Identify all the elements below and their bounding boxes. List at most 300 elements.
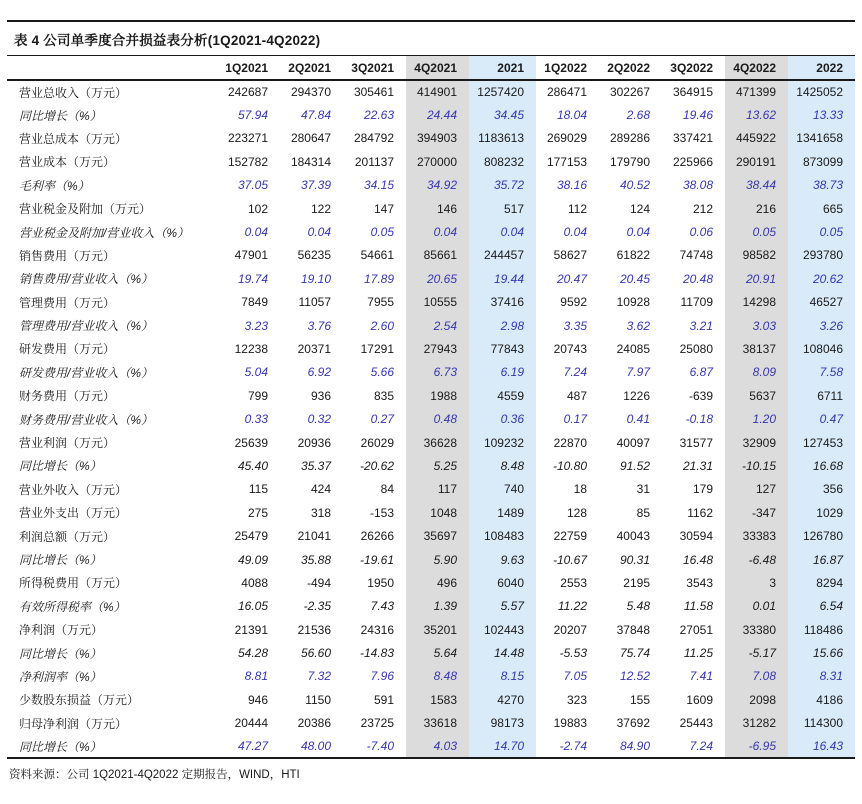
- column-header-2Q2022: 2Q2022: [599, 56, 662, 80]
- table-cell: 11057: [298, 295, 331, 310]
- table-row: [7, 361, 855, 384]
- table-cell: 8.31: [788, 665, 855, 688]
- table-cell: 18: [573, 482, 587, 497]
- table-cell: 1341658: [788, 127, 855, 150]
- table-cell: 323: [566, 692, 587, 707]
- table-cell: 1489: [469, 501, 536, 524]
- table-cell: 244457: [469, 244, 536, 267]
- table-cell: 25080: [679, 341, 713, 356]
- table-cell: 21041: [297, 529, 331, 544]
- row-label: 营业利润（万元）: [19, 436, 116, 451]
- table-cell: 223271: [227, 131, 268, 146]
- table-cell: 177153: [546, 154, 587, 169]
- table-row: [7, 454, 855, 477]
- table-cell: 225966: [672, 154, 713, 169]
- row-label: 少数股东损益（万元）: [19, 693, 140, 708]
- table-cell: 31577: [679, 435, 713, 450]
- table-cell: 31: [636, 482, 650, 497]
- table-cell: 946: [247, 692, 268, 707]
- table-cell: 20.45: [619, 271, 650, 286]
- table-cell: 0.04: [244, 225, 268, 240]
- table-cell: 0.27: [370, 412, 394, 427]
- table-cell: 2.68: [626, 108, 650, 123]
- table-row: [7, 197, 855, 220]
- table-cell: 1048: [406, 501, 469, 524]
- table-row: [7, 80, 855, 103]
- table-cell: 155: [629, 692, 650, 707]
- table-cell: 46527: [788, 291, 855, 314]
- column-header-2022: 2022: [788, 56, 855, 80]
- table-cell: 34.15: [363, 178, 394, 193]
- row-label: 营业税金及附加/营业收入（%）: [19, 225, 190, 240]
- table-cell: 19.74: [237, 271, 268, 286]
- table-cell: 6.19: [469, 361, 536, 384]
- table-cell: 0.05: [725, 220, 788, 243]
- table-cell: 37848: [616, 622, 650, 637]
- table-cell: 17.89: [363, 271, 394, 286]
- table-cell: 20.48: [682, 271, 713, 286]
- table-cell: 8.15: [469, 665, 536, 688]
- table-row: [7, 244, 855, 267]
- row-label: 财务费用（万元）: [19, 389, 116, 404]
- table-cell: 2.60: [370, 318, 394, 333]
- table-cell: 37.05: [237, 178, 268, 193]
- table-cell: 2.54: [406, 314, 469, 337]
- table-cell: 7.58: [788, 361, 855, 384]
- table-cell: 127453: [788, 431, 855, 454]
- table-cell: 740: [469, 478, 536, 501]
- table-cell: -2.74: [536, 735, 599, 758]
- table-row: [7, 150, 855, 173]
- table-cell: -6.48: [725, 548, 788, 571]
- table-row: [7, 267, 855, 290]
- table-cell: 1257420: [469, 80, 536, 103]
- table-cell: 38.08: [682, 178, 713, 193]
- table-cell: 496: [406, 571, 469, 594]
- table-cell: 0.06: [689, 225, 713, 240]
- table-cell: -5.17: [725, 641, 788, 664]
- report-table-section: [7, 20, 855, 782]
- income-statement-table: [7, 56, 855, 759]
- table-cell: 16.87: [788, 548, 855, 571]
- table-cell: 7.43: [370, 599, 394, 614]
- table-row: [7, 220, 855, 243]
- table-cell: 21536: [297, 622, 331, 637]
- table-cell: 13.33: [788, 103, 855, 126]
- table-cell: 665: [788, 197, 855, 220]
- table-cell: 20.91: [725, 267, 788, 290]
- row-label: 销售费用/营业收入（%）: [19, 272, 154, 287]
- table-cell: 1029: [788, 501, 855, 524]
- table-cell: 74748: [679, 248, 713, 263]
- table-cell: 26029: [360, 435, 394, 450]
- table-row: [7, 595, 855, 618]
- table-cell: 179: [692, 482, 713, 497]
- row-label: 同比增长（%）: [19, 553, 102, 567]
- table-cell: 152782: [227, 154, 268, 169]
- table-cell: 1.39: [406, 595, 469, 618]
- row-label: 净利润率（%）: [19, 669, 102, 684]
- table-cell: 3.03: [725, 314, 788, 337]
- table-cell: 242687: [227, 85, 268, 100]
- table-cell: 9592: [560, 295, 587, 310]
- table-cell: 33380: [725, 618, 788, 641]
- table-cell: 0.04: [307, 225, 331, 240]
- table-cell: 126780: [788, 524, 855, 547]
- table-cell: 10928: [616, 295, 650, 310]
- table-cell: 7955: [367, 295, 394, 310]
- table-cell: 799: [247, 388, 268, 403]
- row-label: 毛利率（%）: [19, 178, 90, 193]
- table-cell: 102443: [469, 618, 536, 641]
- table-cell: 6.54: [788, 595, 855, 618]
- row-label: 研发费用（万元）: [19, 342, 116, 357]
- table-cell: 269029: [546, 131, 587, 146]
- table-cell: 75.74: [619, 646, 650, 661]
- table-cell: 0.05: [788, 220, 855, 243]
- table-cell: 6040: [469, 571, 536, 594]
- table-cell: 98582: [725, 244, 788, 267]
- table-cell: -347: [725, 501, 788, 524]
- table-cell: 58627: [553, 248, 587, 263]
- table-cell: 1.20: [725, 407, 788, 430]
- table-cell: 6.87: [689, 365, 713, 380]
- table-cell: 24.44: [406, 103, 469, 126]
- table-cell: 85: [636, 505, 650, 520]
- table-cell: 31282: [725, 712, 788, 735]
- table-cell: 294370: [290, 85, 331, 100]
- table-cell: 54.28: [237, 646, 268, 661]
- table-cell: 216: [725, 197, 788, 220]
- table-cell: 47.84: [300, 108, 331, 123]
- table-cell: 14298: [725, 291, 788, 314]
- table-cell: 20.62: [788, 267, 855, 290]
- table-cell: 117: [406, 478, 469, 501]
- table-cell: 5.04: [244, 365, 268, 380]
- table-cell: 184314: [290, 154, 331, 169]
- table-cell: 20386: [297, 716, 331, 731]
- table-cell: -0.18: [685, 412, 713, 427]
- table-cell: 19.10: [300, 271, 331, 286]
- table-cell: 27943: [406, 337, 469, 360]
- table-cell: 25479: [234, 529, 268, 544]
- table-cell: 118486: [788, 618, 855, 641]
- table-cell: 0.04: [626, 225, 650, 240]
- table-cell: 1609: [686, 692, 713, 707]
- row-label: 同比增长（%）: [19, 108, 102, 123]
- table-cell: 5.57: [469, 595, 536, 618]
- table-cell: 305461: [353, 85, 394, 100]
- table-cell: 147: [373, 201, 394, 216]
- corner-cell: [7, 56, 217, 80]
- table-cell: 35201: [406, 618, 469, 641]
- row-label: 研发费用/营业收入（%）: [19, 365, 154, 380]
- table-cell: 115: [248, 482, 268, 497]
- table-cell: 8.48: [469, 454, 536, 477]
- table-cell: 38.73: [788, 174, 855, 197]
- table-cell: 2553: [560, 575, 587, 590]
- table-cell: 109232: [469, 431, 536, 454]
- table-cell: 0.17: [563, 412, 587, 427]
- table-cell: 8.09: [725, 361, 788, 384]
- table-cell: 19.44: [469, 267, 536, 290]
- table-row: [7, 712, 855, 735]
- table-cell: 25639: [234, 435, 268, 450]
- table-cell: 47901: [234, 248, 268, 263]
- table-row: [7, 384, 855, 407]
- table-cell: 356: [788, 478, 855, 501]
- table-cell: 4088: [241, 575, 268, 590]
- table-cell: 5.90: [406, 548, 469, 571]
- table-cell: 591: [373, 692, 394, 707]
- table-cell: 24085: [616, 341, 650, 356]
- table-cell: -5.53: [559, 646, 587, 661]
- table-cell: 14.48: [469, 641, 536, 664]
- table-cell: 284792: [353, 131, 394, 146]
- table-cell: 3.21: [689, 318, 713, 333]
- table-cell: 201137: [354, 154, 394, 169]
- table-cell: 0.36: [469, 407, 536, 430]
- table-cell: 32909: [725, 431, 788, 454]
- row-label: 有效所得税率（%）: [19, 599, 126, 614]
- table-cell: 7.24: [563, 365, 587, 380]
- table-cell: 20207: [553, 622, 587, 637]
- table-cell: 90.31: [619, 552, 650, 567]
- table-cell: 33383: [725, 524, 788, 547]
- table-cell: -10.15: [725, 454, 788, 477]
- column-header-1Q2021: 1Q2021: [217, 56, 280, 80]
- row-label: 营业外支出（万元）: [19, 506, 128, 521]
- table-cell: 20743: [553, 341, 587, 356]
- table-row: [7, 314, 855, 337]
- table-cell: 8294: [788, 571, 855, 594]
- table-cell: 0.32: [307, 412, 331, 427]
- table-cell: 270000: [406, 150, 469, 173]
- table-cell: 364915: [672, 85, 713, 100]
- table-cell: 19883: [553, 716, 587, 731]
- table-row: [7, 478, 855, 501]
- table-cell: 102: [247, 201, 268, 216]
- table-cell: 337421: [672, 131, 713, 146]
- table-cell: 7.96: [370, 669, 394, 684]
- table-cell: 84.90: [599, 735, 662, 758]
- table-cell: 61822: [616, 248, 650, 263]
- table-cell: 7.08: [725, 665, 788, 688]
- table-cell: 15.66: [788, 641, 855, 664]
- table-cell: 3.76: [307, 318, 331, 333]
- table-cell: 21391: [234, 622, 268, 637]
- table-row: [7, 548, 855, 571]
- table-cell: 48.00: [280, 735, 343, 758]
- table-cell: 424: [310, 482, 331, 497]
- table-cell: 0.04: [406, 220, 469, 243]
- table-cell: 14.70: [469, 735, 536, 758]
- table-cell: 40043: [616, 529, 650, 544]
- table-cell: 11.58: [683, 599, 713, 614]
- row-label: 营业总成本（万元）: [19, 131, 128, 146]
- table-cell: 3: [725, 571, 788, 594]
- table-cell: 108046: [788, 337, 855, 360]
- table-cell: 11.22: [557, 599, 587, 614]
- row-label: 营业总收入（万元）: [19, 85, 128, 100]
- table-cell: 179790: [609, 154, 650, 169]
- table-cell: 17291: [360, 341, 394, 356]
- table-cell: 2.98: [469, 314, 536, 337]
- table-cell: 16.48: [682, 552, 713, 567]
- table-cell: 21.31: [682, 458, 713, 473]
- row-label: 管理费用/营业收入（%）: [19, 319, 154, 334]
- table-cell: 7.32: [307, 669, 331, 684]
- table-row: [7, 407, 855, 430]
- table-cell: 37.39: [300, 178, 331, 193]
- table-row: [7, 501, 855, 524]
- table-title: 表 4 公司单季度合并损益表分析(1Q2021-4Q2022): [7, 20, 855, 56]
- table-cell: 56.60: [300, 646, 331, 661]
- table-cell: 1583: [406, 688, 469, 711]
- table-cell: 20444: [234, 716, 268, 731]
- table-cell: 12.52: [619, 669, 650, 684]
- table-cell: 38.16: [556, 178, 587, 193]
- table-cell: 8.48: [406, 665, 469, 688]
- table-cell: 112: [567, 201, 587, 216]
- row-label: 净利润（万元）: [19, 623, 104, 638]
- table-cell: 35.37: [300, 458, 331, 473]
- table-cell: 49.09: [237, 552, 268, 567]
- row-label: 销售费用（万元）: [19, 248, 116, 263]
- table-cell: 1950: [367, 575, 394, 590]
- table-cell: 128: [566, 505, 587, 520]
- table-row: [7, 337, 855, 360]
- table-cell: 33618: [406, 712, 469, 735]
- table-cell: 47.27: [217, 735, 280, 758]
- table-cell: 808232: [469, 150, 536, 173]
- table-row: [7, 524, 855, 547]
- table-cell: 146: [406, 197, 469, 220]
- table-cell: 108483: [469, 524, 536, 547]
- table-cell: 5.66: [370, 365, 394, 380]
- table-cell: 19.46: [682, 108, 713, 123]
- table-cell: 30594: [679, 529, 713, 544]
- table-cell: 471399: [725, 80, 788, 103]
- table-cell: 7.97: [626, 365, 650, 380]
- column-header-4Q2022: 4Q2022: [725, 56, 788, 80]
- table-cell: 4186: [788, 688, 855, 711]
- table-cell: 873099: [788, 150, 855, 173]
- table-cell: 5.64: [406, 641, 469, 664]
- row-label: 营业成本（万元）: [19, 155, 116, 170]
- table-cell: 18.04: [556, 108, 587, 123]
- table-cell: 289286: [609, 131, 650, 146]
- table-cell: 3.26: [788, 314, 855, 337]
- table-cell: 20.47: [556, 271, 587, 286]
- table-cell: 5.25: [406, 454, 469, 477]
- table-row: [7, 291, 855, 314]
- table-cell: 318: [310, 505, 331, 520]
- table-cell: 12238: [234, 341, 268, 356]
- table-cell: 35697: [406, 524, 469, 547]
- table-row: [7, 174, 855, 197]
- table-cell: 5.48: [626, 599, 650, 614]
- row-label: 利润总额（万元）: [19, 529, 116, 544]
- table-cell: 394903: [406, 127, 469, 150]
- table-cell: 20371: [297, 341, 331, 356]
- column-header-4Q2021: 4Q2021: [406, 56, 469, 80]
- table-cell: 26266: [360, 529, 394, 544]
- table-cell: 34.45: [469, 103, 536, 126]
- table-cell: 8.81: [244, 669, 268, 684]
- table-cell: 27051: [679, 622, 713, 637]
- table-cell: 0.47: [788, 407, 855, 430]
- row-label: 同比增长（%）: [7, 735, 217, 758]
- table-cell: -14.83: [359, 646, 394, 661]
- table-cell: 3.23: [244, 318, 268, 333]
- table-cell: 835: [373, 388, 394, 403]
- table-cell: 1425052: [788, 80, 855, 103]
- table-cell: -6.95: [725, 735, 788, 758]
- table-cell: 275: [247, 505, 268, 520]
- table-cell: 6711: [788, 384, 855, 407]
- table-row: [7, 103, 855, 126]
- table-cell: 3.35: [563, 318, 587, 333]
- table-cell: 4.03: [406, 735, 469, 758]
- table-cell: 84: [380, 482, 394, 497]
- table-cell: -494: [306, 575, 331, 590]
- table-cell: 35.88: [300, 552, 331, 567]
- table-row: [7, 571, 855, 594]
- table-cell: 25443: [679, 716, 713, 731]
- table-cell: 40097: [616, 435, 650, 450]
- table-cell: 98173: [469, 712, 536, 735]
- table-row: [7, 431, 855, 454]
- column-header-2021: 2021: [469, 56, 536, 80]
- table-cell: 1988: [406, 384, 469, 407]
- table-cell: 22870: [553, 435, 587, 450]
- column-header-2Q2021: 2Q2021: [280, 56, 343, 80]
- table-cell: 302267: [609, 85, 650, 100]
- table-cell: 4559: [469, 384, 536, 407]
- table-cell: 1162: [687, 505, 713, 520]
- table-cell: 13.62: [725, 103, 788, 126]
- table-cell: 3.62: [626, 318, 650, 333]
- column-header-1Q2022: 1Q2022: [536, 56, 599, 80]
- table-cell: 16.43: [788, 735, 855, 758]
- table-cell: -639: [688, 388, 713, 403]
- table-cell: 1226: [623, 388, 650, 403]
- table-cell: 0.01: [725, 595, 788, 618]
- table-cell: 293780: [788, 244, 855, 267]
- table-cell: -2.35: [303, 599, 331, 614]
- table-cell: 124: [629, 201, 650, 216]
- table-cell: 37692: [616, 716, 650, 731]
- table-cell: 114300: [788, 712, 855, 735]
- table-cell: -20.62: [359, 458, 394, 473]
- table-cell: 414901: [406, 80, 469, 103]
- table-cell: 936: [310, 388, 331, 403]
- table-cell: 36628: [406, 431, 469, 454]
- table-cell: 91.52: [619, 458, 650, 473]
- table-cell: 1183613: [469, 127, 536, 150]
- table-cell: 7849: [241, 295, 268, 310]
- row-label: 所得税费用（万元）: [19, 576, 128, 591]
- table-cell: 3543: [686, 575, 713, 590]
- row-label: 归母净利润（万元）: [19, 716, 128, 731]
- table-row: [7, 127, 855, 150]
- row-label: 营业外收入（万元）: [19, 482, 128, 497]
- table-cell: 35.72: [469, 174, 536, 197]
- row-label: 营业税金及附加（万元）: [19, 202, 152, 217]
- table-cell: -7.40: [343, 735, 406, 758]
- table-cell: 11709: [680, 295, 713, 310]
